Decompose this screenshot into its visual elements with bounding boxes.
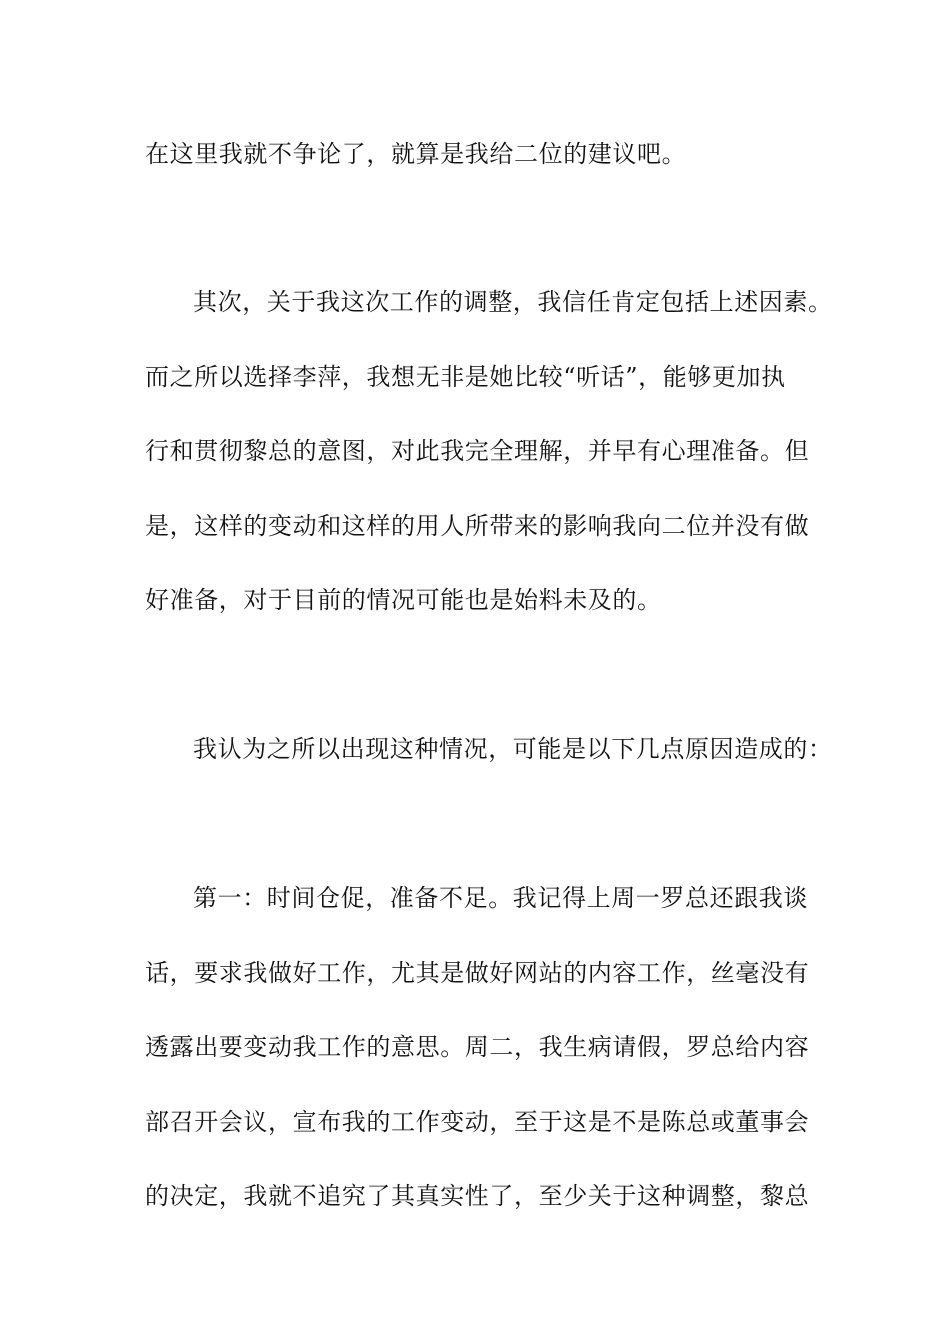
- text-line: 话，要求我做好工作，尤其是做好网站的内容工作，丝毫没有: [145, 959, 810, 987]
- text-line: 而之所以选择李萍，我想无非是她比较“听话”，能够更加执: [145, 363, 786, 391]
- text-line: 部召开会议，宣布我的工作变动，至于这是不是陈总或董事会: [145, 1108, 810, 1136]
- text-line: 是，这样的变动和这样的用人所带来的影响我向二位并没有做: [145, 512, 810, 540]
- text-line: 第一：时间仓促，准备不足。我记得上周一罗总还跟我谈: [193, 884, 808, 912]
- text-line: 的决定，我就不追究了其真实性了，至少关于这种调整，黎总: [145, 1182, 810, 1210]
- text-line: 其次，关于我这次工作的调整，我信任肯定包括上述因素。: [193, 288, 833, 316]
- text-line: 我认为之所以出现这种情况，可能是以下几点原因造成的：: [193, 735, 833, 763]
- text-line: 行和贯彻黎总的意图，对此我完全理解，并早有心理准备。但: [145, 437, 810, 465]
- text-line: 在这里我就不争论了，就算是我给二位的建议吧。: [145, 140, 687, 168]
- text-line: 透露出要变动我工作的意思。周二，我生病请假，罗总给内容: [145, 1033, 810, 1061]
- text-line: 好准备，对于目前的情况可能也是始料未及的。: [145, 586, 662, 614]
